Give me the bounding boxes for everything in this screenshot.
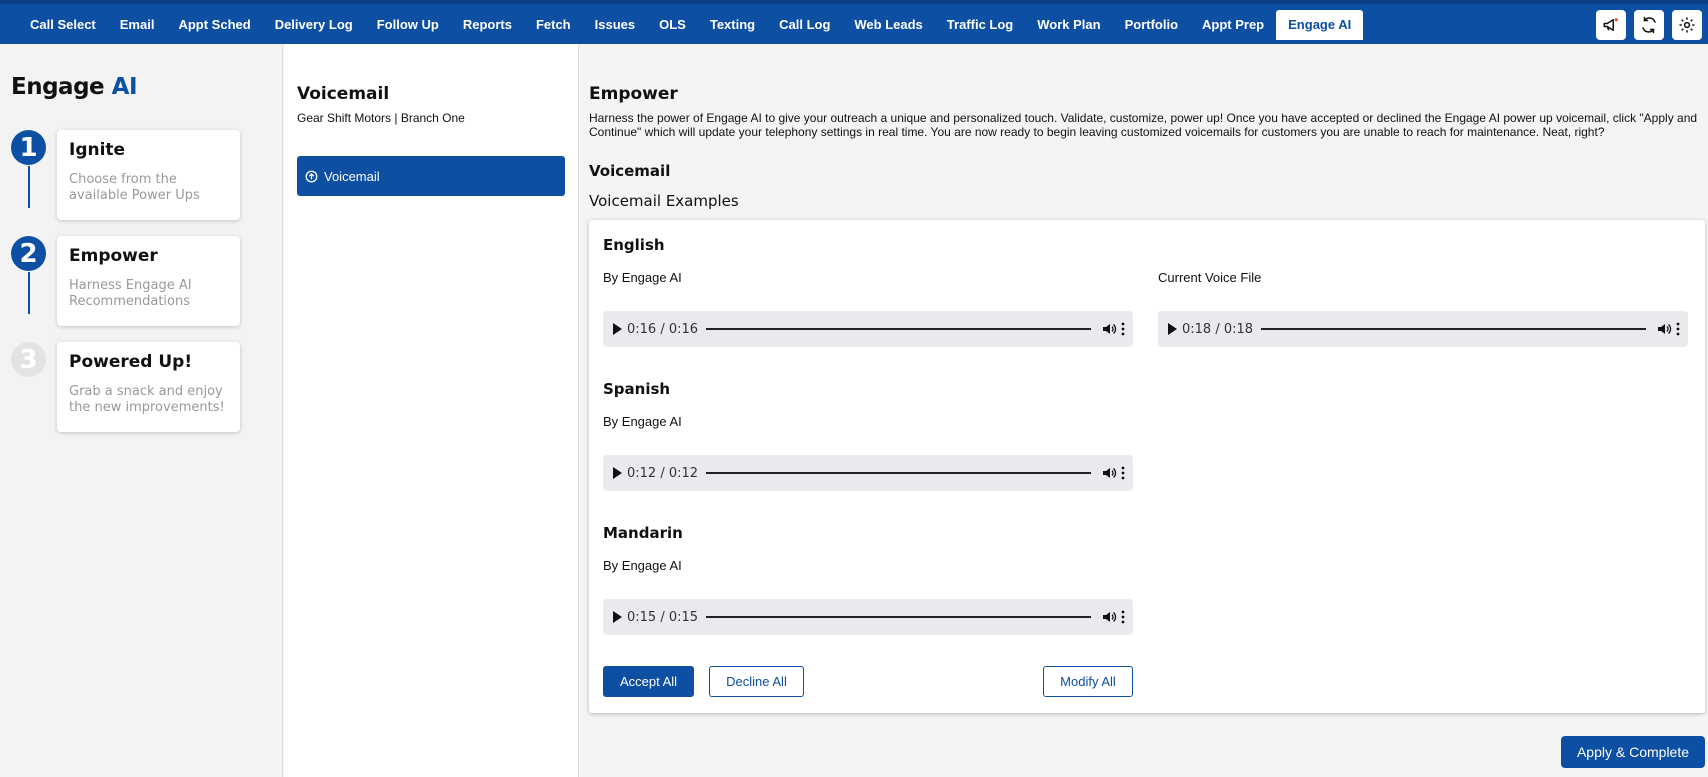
audio-time: 0:16 / 0:16	[627, 321, 699, 337]
tab-appt-prep[interactable]: Appt Prep	[1202, 17, 1265, 32]
tab-traffic-log[interactable]: Traffic Log	[946, 17, 1014, 32]
audio-progress-bar[interactable]	[1261, 328, 1646, 330]
dealer-branch-label: Gear Shift Motors | Branch One	[297, 111, 465, 125]
accept-all-button[interactable]: Accept All	[603, 666, 694, 697]
step-3-number: 3	[11, 342, 46, 377]
step-connector	[28, 166, 30, 208]
step-desc: Choose from the available Power Ups	[69, 172, 200, 203]
language-title-spanish: Spanish	[603, 380, 671, 398]
tab-email[interactable]: Email	[119, 17, 155, 32]
step-desc: Grab a snack and enjoy the new improvements!	[69, 384, 225, 415]
step-connector	[28, 272, 30, 314]
brand-main: Engage	[11, 74, 105, 100]
step-card-empower[interactable]	[57, 236, 240, 326]
refresh-icon	[1640, 16, 1658, 34]
steps-sidebar	[0, 44, 283, 777]
examples-heading: Voicemail Examples	[589, 192, 739, 210]
audio-player-mandarin-ai[interactable]	[603, 599, 1133, 635]
tab-reports[interactable]: Reports	[462, 17, 512, 32]
refresh-button[interactable]	[1634, 10, 1664, 40]
step-title: Empower	[69, 246, 158, 266]
nav-tabs	[18, 10, 1363, 40]
voicemail-examples-card	[589, 220, 1705, 713]
ai-voice-label: By Engage AI	[603, 270, 682, 285]
ai-voice-label: By Engage AI	[603, 558, 682, 573]
powerup-item-voicemail[interactable]	[297, 156, 565, 196]
page-title: Empower	[589, 84, 678, 104]
more-options-icon[interactable]	[1676, 322, 1680, 336]
powerup-list-title: Voicemail	[297, 84, 390, 104]
brand-accent: AI	[111, 74, 138, 100]
top-nav	[0, 0, 1708, 44]
powerup-item-label: Voicemail	[324, 168, 380, 184]
tab-engage-ai[interactable]: Engage AI	[1276, 10, 1363, 40]
tab-call-select[interactable]: Call Select	[30, 17, 96, 32]
play-icon[interactable]	[1168, 323, 1177, 335]
volume-icon[interactable]	[1101, 321, 1117, 337]
tab-issues[interactable]: Issues	[594, 17, 636, 32]
main-content	[580, 44, 1708, 777]
gear-icon	[1678, 16, 1696, 34]
step-card-ignite[interactable]	[57, 130, 240, 220]
more-options-icon[interactable]	[1121, 322, 1125, 336]
megaphone-icon	[1602, 16, 1620, 34]
audio-player-english-ai[interactable]	[603, 311, 1133, 347]
decline-all-button[interactable]: Decline All	[709, 666, 804, 697]
play-icon[interactable]	[613, 323, 622, 335]
tab-appt-sched[interactable]: Appt Sched	[178, 17, 251, 32]
brand-title	[11, 74, 137, 100]
step-2-number: 2	[11, 236, 46, 271]
audio-progress-bar[interactable]	[706, 616, 1091, 618]
language-title-english: English	[603, 236, 665, 254]
step-title: Ignite	[69, 140, 126, 160]
audio-time: 0:15 / 0:15	[627, 609, 699, 625]
voicemail-heading: Voicemail	[589, 162, 671, 180]
tab-fetch[interactable]: Fetch	[535, 17, 571, 32]
play-icon[interactable]	[613, 467, 622, 479]
step-1-number: 1	[11, 130, 46, 165]
current-voice-label: Current Voice File	[1158, 270, 1262, 285]
tab-web-leads[interactable]: Web Leads	[854, 17, 923, 32]
step-card-powered-up[interactable]	[57, 342, 240, 432]
audio-time: 0:18 / 0:18	[1182, 321, 1254, 337]
apply-complete-button[interactable]: Apply & Complete	[1561, 736, 1705, 768]
volume-icon[interactable]	[1101, 465, 1117, 481]
tab-work-plan[interactable]: Work Plan	[1037, 17, 1101, 32]
tab-follow-up[interactable]: Follow Up	[376, 17, 439, 32]
volume-icon[interactable]	[1101, 609, 1117, 625]
tab-portfolio[interactable]: Portfolio	[1124, 17, 1179, 32]
powerup-list	[284, 44, 579, 777]
audio-player-english-current[interactable]	[1158, 311, 1688, 347]
tab-texting[interactable]: Texting	[709, 17, 756, 32]
modify-all-button[interactable]: Modify All	[1043, 666, 1133, 697]
step-desc: Harness Engage AI Recommendations	[69, 278, 192, 309]
tab-delivery-log[interactable]: Delivery Log	[274, 17, 353, 32]
tab-call-log[interactable]: Call Log	[779, 17, 831, 32]
play-icon[interactable]	[613, 611, 622, 623]
page-description: Harness the power of Engage AI to give your outreach a unique and personalized touch. Validate, customize, power up! Once you have accepted or declined the Engage AI power up voicemail, click "Apply and Continue" which will update your telephony settings in real time. You are now ready to begin leaving customized voicemails for customers you are unable to reach for maintenance. Neat, right?	[589, 111, 1698, 139]
audio-progress-bar[interactable]	[706, 328, 1091, 330]
more-options-icon[interactable]	[1121, 610, 1125, 624]
ai-voice-label: By Engage AI	[603, 414, 682, 429]
audio-player-spanish-ai[interactable]	[603, 455, 1133, 491]
settings-button[interactable]	[1672, 10, 1702, 40]
audio-progress-bar[interactable]	[706, 472, 1091, 474]
announcements-button[interactable]	[1596, 10, 1626, 40]
nav-actions	[1596, 10, 1702, 40]
language-title-mandarin: Mandarin	[603, 524, 683, 542]
tab-ols[interactable]: OLS	[659, 17, 686, 32]
more-options-icon[interactable]	[1121, 466, 1125, 480]
volume-icon[interactable]	[1656, 321, 1672, 337]
audio-time: 0:12 / 0:12	[627, 465, 699, 481]
step-title: Powered Up!	[69, 352, 193, 372]
arrow-up-circle-icon	[305, 170, 318, 183]
